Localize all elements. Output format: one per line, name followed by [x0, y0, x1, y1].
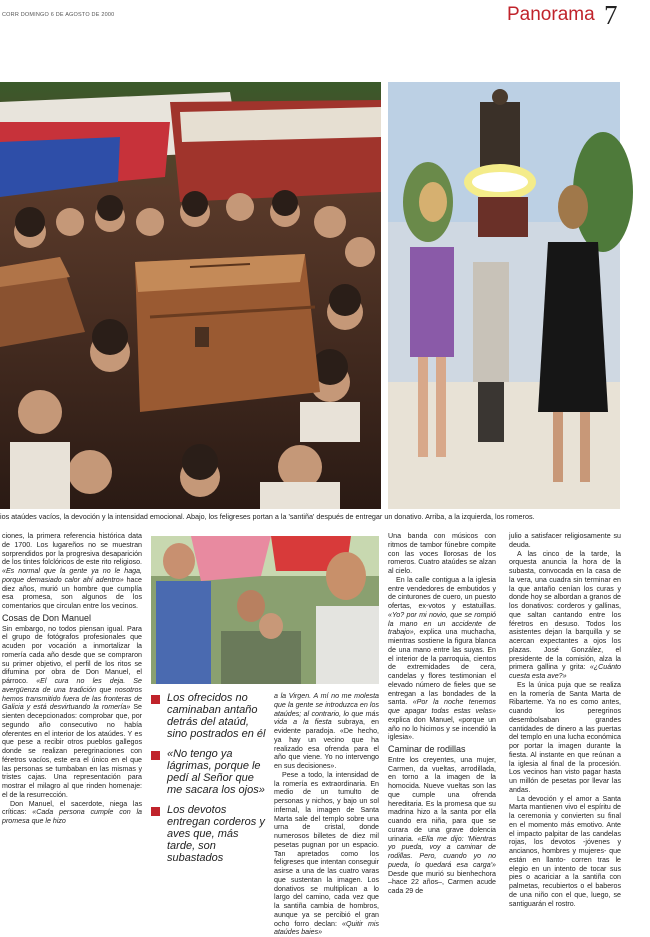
page-number: 7 — [604, 0, 618, 30]
text: subraya, en evidente paradoja. «De hecho, ya hay un vecino que ha realizado esa ofrenda para el año que viene. Yo no intervengo en sus decisiones». — [274, 718, 379, 770]
quote: «Ella me dijo: 'Mientras yo pueda, voy a caminar de rodillas. Pero, cuando yo no pueda, lo quedará esa carga'» — [388, 834, 496, 869]
bullet-square-icon — [151, 695, 160, 704]
bullet-square-icon — [151, 807, 160, 816]
text: Sin embargo, no todos piensan igual. Para el grupo de fotógrafos profesionales que acuden por vocación a inmortalizar la romería cada año desde que se compraron su primer objetivo, el perfil de los ritos se difumina por obra de Don Manuel, el párroco. — [2, 624, 142, 685]
subheading: Cosas de Don Manuel — [2, 612, 92, 623]
pull-quote-text: Los devotos entregan corderos y aves que, más tarde, son subastados — [167, 804, 265, 864]
pull-quote-text: «No tengo ya lágrimas, porque le pedí al Señor que me sacara los ojos» — [167, 748, 265, 796]
quote: «Es normal que la gente ya no le haga, porque demasiado calor ahí adentro» — [2, 567, 142, 584]
photo-santa-marta — [388, 82, 620, 509]
quote: «¿Cuánto cuesta esta ave?» — [509, 663, 621, 680]
pull-quotes — [151, 692, 269, 902]
pull-quote-text: Los ofrecidos no caminaban antaño detrás del ataúd, sino postrados en él — [167, 692, 266, 740]
quote: a la Virgen. A mí no me molesta que la gente se introduzca en los ataúdes; al contrario, lo que más vida a la fiesta — [274, 692, 379, 727]
pull-quote-3 — [151, 804, 269, 864]
text: Desde que murió su bienhechora –hace 22 años–, Carmen acude cada 29 de — [388, 869, 496, 895]
pull-quote-2 — [151, 748, 269, 796]
quote: «Quitir mis ataúdes baies» — [274, 919, 379, 937]
photo-procession-image — [0, 82, 381, 509]
text: En la calle contigua a la iglesia entre vendedores de embutidos y de cinturones de cuero, un puesto ofertas, ex-votos y estatuillas. — [388, 575, 496, 610]
photo-romeros — [151, 536, 379, 684]
text: julio a satisfacer religiosamente su deuda. — [509, 532, 621, 549]
article-column-1 — [2, 532, 142, 902]
photo-romeros-image — [151, 536, 379, 684]
text: Pese a todo, la intensidad de la romería es extraordinaria. En medio de un tumulto de personas y nichos, y bajo un sol infernal, la imagen de Santa Marta sale del templo sobre una urna de cristal, donde numerosos billetes de diez mil pesetas pugnan por un espacio. Tan apretados como los feligreses que intentan conseguir asirse a una de las cuatro varas que sustentan la imagen. Los donativos se multiplican a lo largo del camino, cada vez que la santiña cambia de hombros, aunque ya se percibió el gran ocho forro declan: — [274, 770, 379, 928]
quote: «El cura no les deja. Se avergüenza de una tradición que nosotros hemos transmitido fuera de las fronteras de Galicia y está desvirtuando la romería» — [2, 677, 142, 712]
text: Se sienten decepcionados: comprobar que, por segundo año consecutivo no había oferentes en el interior de los ataúdes. Y es que pese a recibir otros pueblos gallegos donde se realizan peregrinaciones con féretros vacíos, este era el único en el que las personas se tumbaban en las mismas y tristes cajas. Una representación para mostrar el milagro al que rinden homenaje: el de la resurrección. — [2, 703, 142, 799]
bullet-square-icon — [151, 751, 160, 760]
article-column-3 — [274, 692, 379, 937]
subheading: Caminar de rodillas — [388, 744, 466, 754]
text: Una banda con músicos con ritmos de tambor fúnebre compite con las voces llorosas de los romeros. Cuatro ataúdes se alzan al cielo. — [388, 532, 496, 575]
article-column-5 — [509, 532, 621, 908]
text: Entre los creyentes, una mujer, Carmen, da vueltas, arrodillada, en torno a la imagen de la homocida. Nueve vueltas son las que cumple una ofrenda hereditaria. Es la promesa que su madrina hizo a la santa por ella cuando era niña, para que se curara de una grave dolencia urinaria. — [388, 755, 496, 843]
text: Es la única puja que se realiza en la romería de Santa Marta de Ribarteme. Ya no es como antes, cuando los peregrinos desembolsaban grandes cantidades de dinero a las puertas del templo en una lucha económica por portar la imagen durante la fiesta. Al instante en que reúnan a la iglesia al final de la procesión. Los vecinos han visto pagar hasta un millón de pesetas por llevar las andas. — [509, 680, 621, 794]
photo-caption: ios ataúdes vacíos, la devoción y la intensidad emocional. Abajo, los feligreses portan a la 'santiña' después de entregar un donativo. Arriba, a la izquierda, los romeros. — [0, 512, 535, 521]
header-date: CORR DOMINGO 6 DE AGOSTO DE 2000 — [2, 12, 115, 18]
text: explica don Manuel, «porque un año no lo hicimos y se incendió la iglesia». — [388, 715, 496, 742]
quote: «Cada persona cumple con la promesa que le hizo — [2, 808, 142, 825]
text: explica una muchacha, mientras sostiene la figura blanca de una mano entre las suyas. En el interior de la parroquia, cientos de extremidades de cera, candelas y flores testimonian el elevado número de fieles que se entregan a las bondades de la santa. — [388, 628, 496, 707]
article-column-4 — [388, 532, 496, 902]
quote: «Por la noche tenemos que apagar todas estas velas» — [388, 698, 496, 715]
section-title: Panorama — [507, 4, 595, 25]
photo-santa-marta-image — [388, 82, 620, 509]
text: hace diez años, murió un hombre que cumplía esa promesa, son algunos de los comentarios que circulan entre los vecinos. — [2, 575, 142, 610]
photo-procession — [0, 82, 381, 509]
quote: «Yo? por mi novio, que se rompió la mano en un accidente de trabajo», — [388, 610, 496, 637]
text: ciones, la primera referencia histórica data de 1700. Los lugareños no se muestran sorprendidos por la progresiva desaparición de los tintes folclóricos de este rito religioso. — [2, 532, 142, 567]
text: Don Manuel, el sacerdote, niega las críticas: — [2, 799, 142, 817]
pull-quote-1 — [151, 692, 269, 740]
text: La devoción y el amor a Santa Marta mantienen vivo el espíritu de la ceremonia y convierten su final en el momento más emotivo. Ante el impacto palpitar de las candelas rojas, los devotos -jóvenes y ancianos, hombres y mujeres- que están en llanto- corren tras le elegio en un intento de tocar sus pies o acariciar a la santiña con palmetas, recubiertos o el baberos de una niño con el que, luego, se santiguarán el rostro. — [509, 794, 621, 908]
text: A las cinco de la tarde, la orquesta anuncia la hora de la subasta, convocada en la casa de la vera, una cuadra sin terminar en la que antaño cenían los curas y donde hoy se albordan a granos de los donativos: corderos y gallinas, que saltan cantando entre los féretros en desuso. Todos los asistentes dejan la barquilla y se acercan expectantes a ojos los plazas. José González, el presidente de la comisión, alza la primera gallina y grita: — [509, 549, 621, 672]
